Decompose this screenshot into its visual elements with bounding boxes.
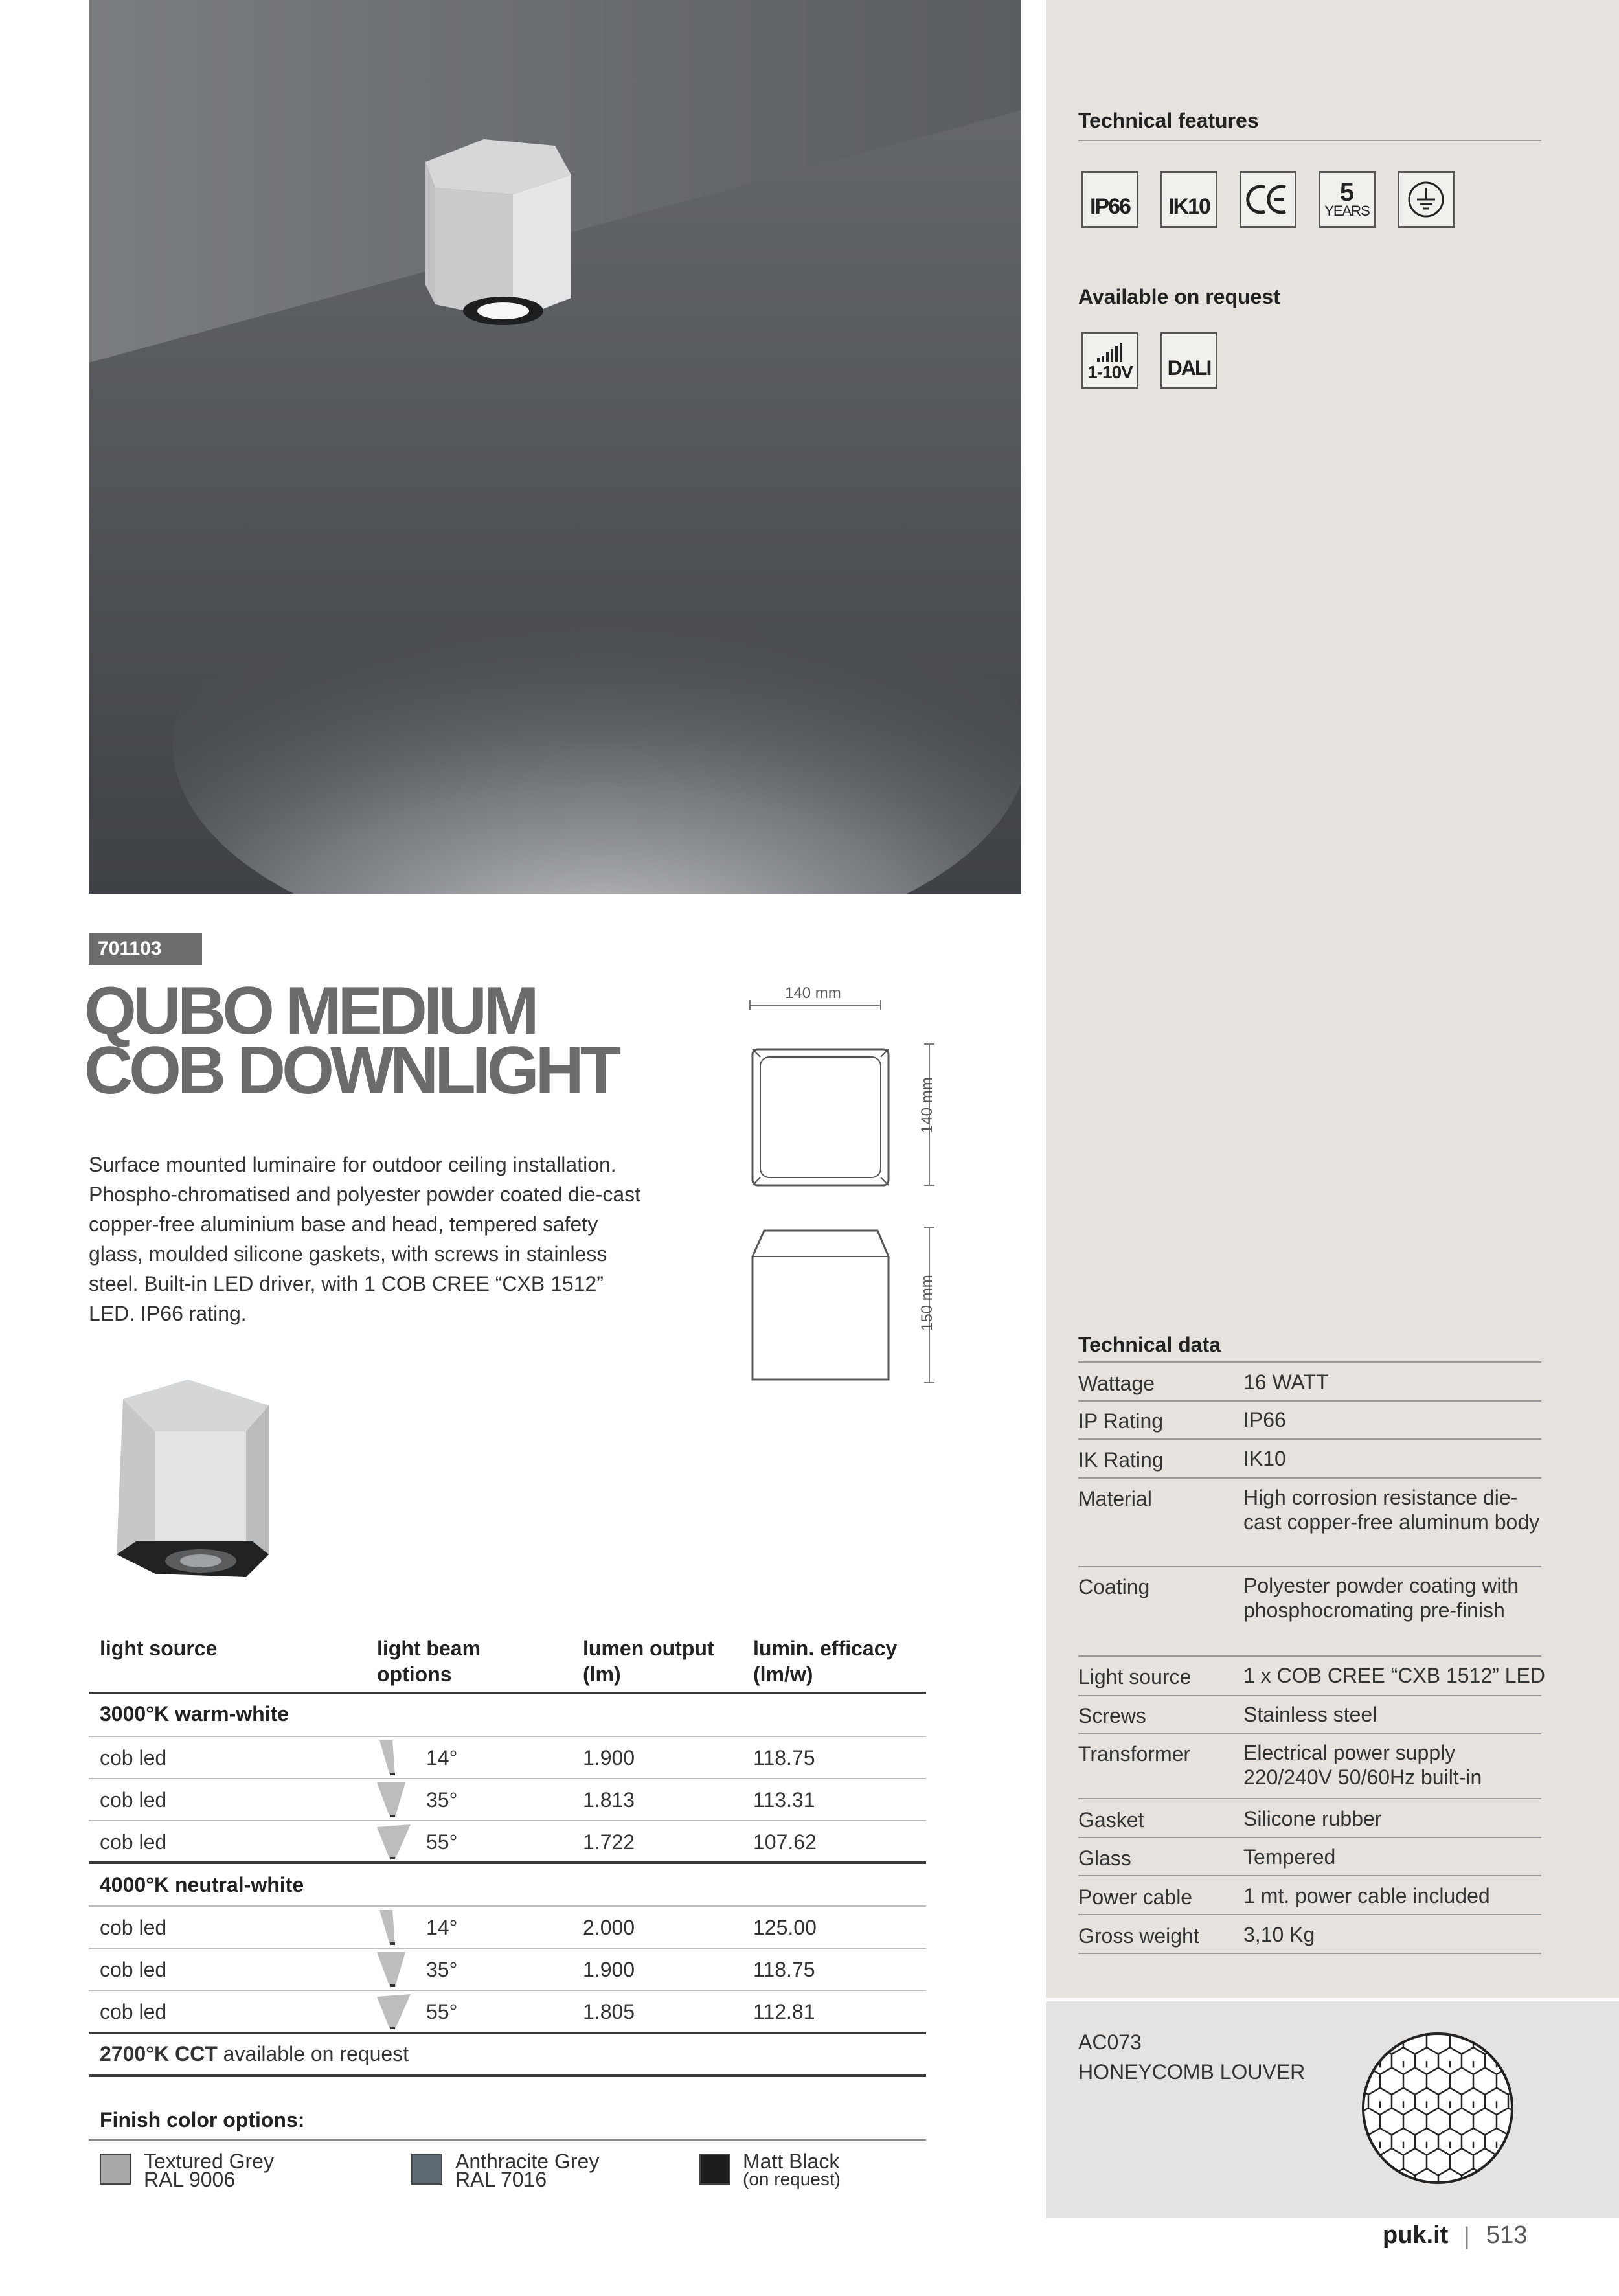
cct-note-text: available on request bbox=[223, 2042, 409, 2065]
swatch-anthracite-grey bbox=[411, 2154, 442, 2185]
tech-value: 1 x COB CREE “CXB 1512” LED bbox=[1243, 1664, 1545, 1687]
cell-source: cob led bbox=[100, 1746, 167, 1769]
cell-source: cob led bbox=[100, 1916, 167, 1939]
dimming-1-10v-icon: 1-10V bbox=[1081, 332, 1138, 389]
table-rule bbox=[89, 2032, 926, 2034]
footer-separator: | bbox=[1464, 2223, 1470, 2250]
cell-efficacy: 118.75 bbox=[753, 1958, 815, 1981]
finish-label: Matt Black (on request) bbox=[743, 2150, 841, 2189]
table-rule bbox=[89, 1820, 926, 1821]
tech-label: Wattage bbox=[1078, 1372, 1155, 1395]
tech-value: IK10 bbox=[1243, 1447, 1286, 1470]
honeycomb-louver-icon bbox=[1357, 2027, 1519, 2189]
cell-lumen: 1.722 bbox=[583, 1830, 635, 1854]
depth-dimension-label: 140 mm bbox=[918, 1077, 936, 1133]
divider bbox=[89, 2139, 926, 2141]
finish-label: Textured Grey RAL 9006 bbox=[144, 2150, 274, 2191]
beam-narrow-icon bbox=[376, 1739, 412, 1777]
tech-label: Coating bbox=[1078, 1575, 1150, 1598]
divider bbox=[1078, 1695, 1541, 1696]
tech-label: Glass bbox=[1078, 1847, 1131, 1870]
divider bbox=[1078, 1875, 1541, 1876]
height-dimension-label: 150 mm bbox=[918, 1275, 936, 1331]
ce-mark-icon bbox=[1240, 171, 1296, 228]
tech-value: 1 mt. power cable included bbox=[1243, 1884, 1490, 1907]
table-rule bbox=[89, 1861, 926, 1864]
earth-ground-glyph bbox=[1407, 180, 1445, 219]
technical-data-heading: Technical data bbox=[1078, 1333, 1221, 1356]
divider bbox=[1078, 1655, 1541, 1657]
finish-heading: Finish color options: bbox=[100, 2108, 305, 2131]
accessory-text bbox=[1078, 2027, 1305, 2087]
accessory-name: HONEYCOMB LOUVER bbox=[1078, 2060, 1306, 2084]
divider bbox=[1078, 1566, 1541, 1567]
cell-source: cob led bbox=[100, 1958, 167, 1981]
ik10-icon: IK10 bbox=[1160, 171, 1217, 228]
header-light-source: light source bbox=[100, 1637, 218, 1660]
divider bbox=[1078, 1400, 1541, 1402]
technical-features-heading: Technical features bbox=[1078, 109, 1259, 132]
divider bbox=[1078, 1438, 1541, 1440]
product-title-line1: QUBO MEDIUM bbox=[84, 973, 536, 1049]
warranty-5-years-icon: 5 YEARS bbox=[1319, 171, 1376, 228]
footer-brand: puk.it bbox=[1383, 2222, 1449, 2249]
accessory-code: AC073 bbox=[1078, 2030, 1142, 2054]
ip66-icon: IP66 bbox=[1081, 171, 1138, 228]
beam-medium-icon bbox=[376, 1781, 412, 1819]
tech-label: IP Rating bbox=[1078, 1409, 1164, 1433]
swatch-textured-grey bbox=[100, 2154, 131, 2185]
divider bbox=[1078, 140, 1541, 141]
cell-lumen: 2.000 bbox=[583, 1916, 635, 1939]
ce-mark-glyph bbox=[1245, 182, 1291, 217]
cell-beam: 55° bbox=[426, 2000, 458, 2023]
signal-bars-glyph bbox=[1096, 343, 1124, 362]
header-light-beam: light beam options bbox=[377, 1637, 481, 1686]
cell-efficacy: 125.00 bbox=[753, 1916, 817, 1939]
cell-beam: 14° bbox=[426, 1746, 458, 1769]
product-description: Surface mounted luminaire for outdoor ceiling installation. Phospho-chromatised and polyester powder coated die-cast copper-free aluminium base and head, tempered safety glass, moulded silicone gaskets, with screws in stainless steel. Built-in LED driver, with 1 COB CREE “CXB 1512” LED. IP66 rating. bbox=[89, 1153, 641, 1325]
product-title bbox=[84, 973, 699, 1108]
beam-narrow-icon bbox=[376, 1909, 412, 1946]
tech-label: Gasket bbox=[1078, 1808, 1144, 1832]
beam-medium-icon bbox=[376, 1951, 412, 1988]
tech-label: Material bbox=[1078, 1487, 1152, 1510]
divider bbox=[1078, 1798, 1541, 1799]
finish-label: Anthracite Grey RAL 7016 bbox=[455, 2150, 600, 2191]
tech-label: Power cable bbox=[1078, 1885, 1193, 1909]
width-dimension-label: 140 mm bbox=[785, 984, 841, 1002]
cell-source: cob led bbox=[100, 2000, 167, 2023]
product-code-badge: 701103 bbox=[89, 933, 202, 965]
cell-beam: 55° bbox=[426, 1830, 458, 1854]
header-lumen-output: lumen output (lm) bbox=[583, 1637, 714, 1686]
tech-label: Light source bbox=[1078, 1665, 1192, 1688]
tech-label: Gross weight bbox=[1078, 1924, 1199, 1948]
table-rule bbox=[89, 1778, 926, 1779]
beam-wide-icon bbox=[376, 1823, 412, 1861]
cell-beam: 14° bbox=[426, 1916, 458, 1939]
tech-value: Stainless steel bbox=[1243, 1703, 1377, 1726]
tech-label: Screws bbox=[1078, 1704, 1146, 1727]
cell-lumen: 1.900 bbox=[583, 1958, 635, 1981]
cell-efficacy: 118.75 bbox=[753, 1746, 815, 1769]
tech-value: 3,10 Kg bbox=[1243, 1923, 1315, 1946]
tech-value: 16 WATT bbox=[1243, 1370, 1329, 1394]
divider bbox=[1078, 1361, 1541, 1363]
header-luminous-efficacy: lumin. efficacy (lm/w) bbox=[753, 1637, 898, 1686]
tech-label: Transformer bbox=[1078, 1742, 1191, 1766]
cell-efficacy: 112.81 bbox=[753, 2000, 815, 2023]
cell-lumen: 1.900 bbox=[583, 1746, 635, 1769]
divider bbox=[1078, 1914, 1541, 1915]
table-rule bbox=[89, 1905, 926, 1907]
page-number: 513 bbox=[1486, 2222, 1528, 2249]
available-on-request-heading: Available on request bbox=[1078, 285, 1280, 308]
table-rule bbox=[89, 1692, 926, 1694]
earth-ground-icon bbox=[1398, 171, 1455, 228]
cell-source: cob led bbox=[100, 1830, 167, 1854]
table-rule bbox=[89, 2074, 926, 2077]
swatch-matt-black bbox=[699, 2154, 730, 2185]
divider bbox=[1078, 1733, 1541, 1734]
cell-beam: 35° bbox=[426, 1788, 458, 1812]
divider bbox=[1078, 1477, 1541, 1479]
tech-value: Electrical power supply 220/240V 50/60Hz built-in bbox=[1243, 1741, 1482, 1789]
group-title-warm-white: 3000°K warm-white bbox=[100, 1702, 289, 1725]
table-rule bbox=[89, 1990, 926, 1991]
dali-icon: DALI bbox=[1160, 332, 1217, 389]
product-thumbnail bbox=[97, 1367, 317, 1587]
group-title-neutral-white: 4000°K neutral-white bbox=[100, 1873, 304, 1896]
cell-efficacy: 107.62 bbox=[753, 1830, 817, 1854]
product-photo bbox=[89, 0, 1021, 894]
cell-lumen: 1.805 bbox=[583, 2000, 635, 2023]
cell-beam: 35° bbox=[426, 1958, 458, 1981]
tech-value: Polyester powder coating with phosphocromating pre-finish bbox=[1243, 1574, 1519, 1622]
table-rule bbox=[89, 1948, 926, 1949]
cct-note bbox=[100, 2042, 409, 2066]
cct-note-bold: 2700°K CCT bbox=[100, 2042, 218, 2065]
tech-value: Silicone rubber bbox=[1243, 1807, 1382, 1830]
cell-lumen: 1.813 bbox=[583, 1788, 635, 1812]
divider bbox=[1078, 1837, 1541, 1838]
tech-value: IP66 bbox=[1243, 1408, 1286, 1431]
divider bbox=[1078, 1953, 1541, 1954]
tech-label: IK Rating bbox=[1078, 1448, 1164, 1472]
cell-source: cob led bbox=[100, 1788, 167, 1812]
tech-value: High corrosion resistance die-cast copper-free aluminum body bbox=[1243, 1486, 1540, 1534]
tech-value: Tempered bbox=[1243, 1845, 1336, 1869]
beam-wide-icon bbox=[376, 1993, 412, 2030]
product-title-line2: COB DOWNLIGHT bbox=[84, 1033, 618, 1108]
table-rule bbox=[89, 1736, 926, 1737]
cell-efficacy: 113.31 bbox=[753, 1788, 815, 1812]
